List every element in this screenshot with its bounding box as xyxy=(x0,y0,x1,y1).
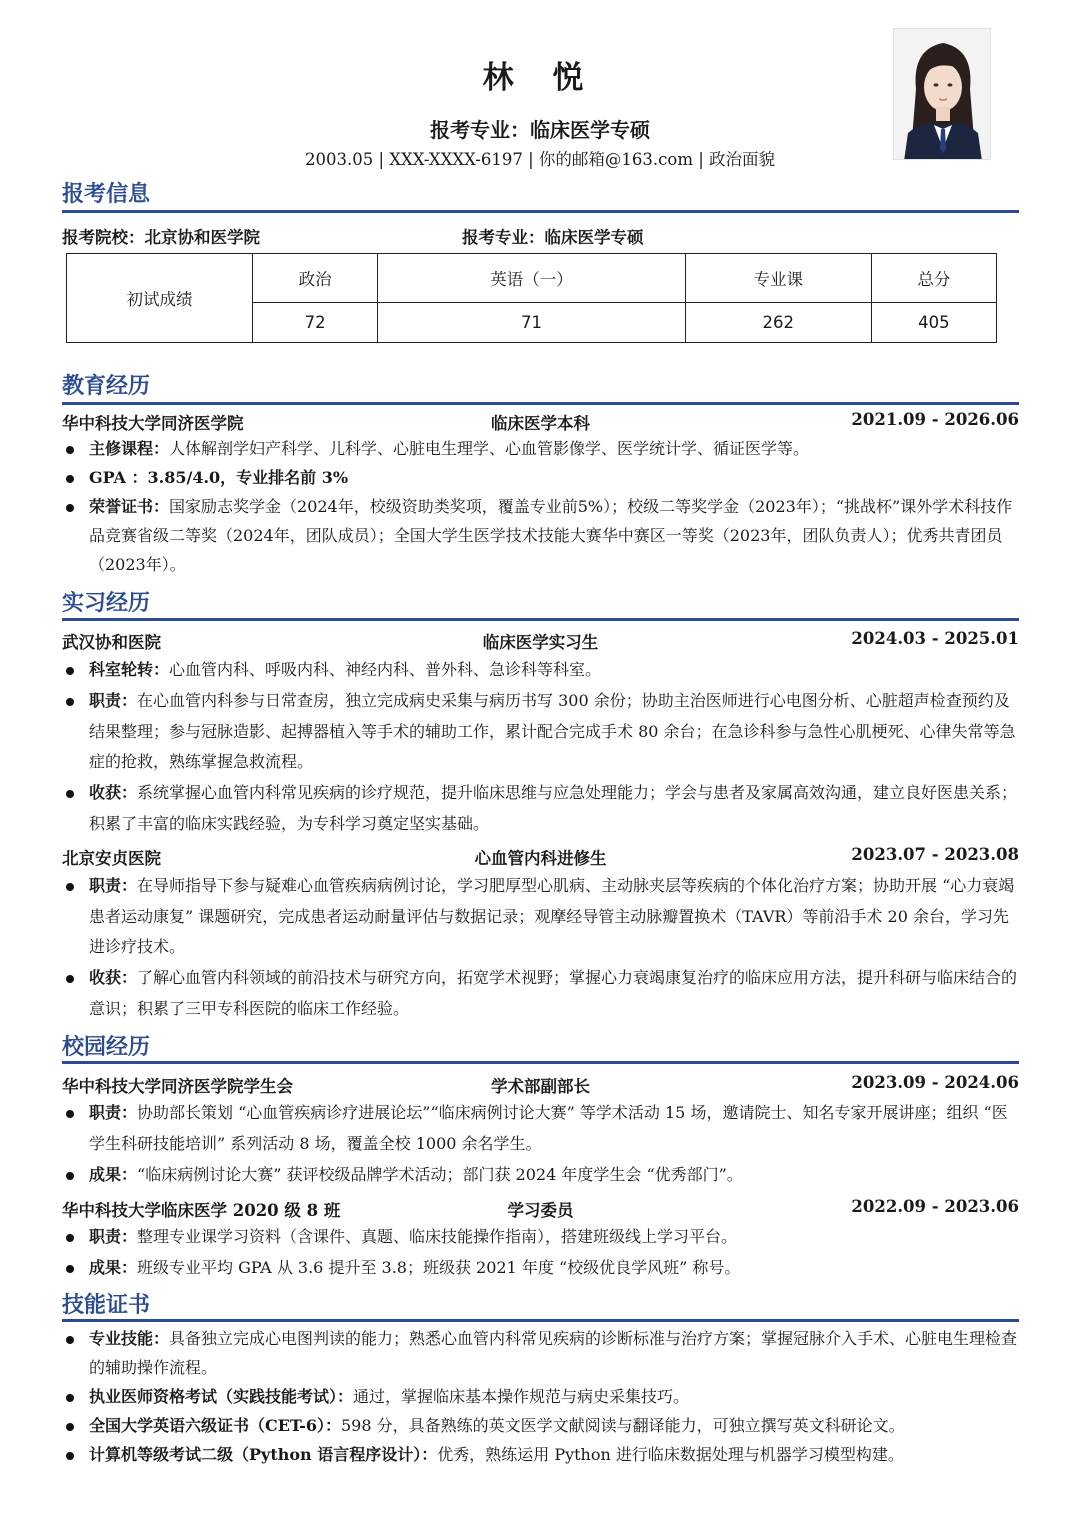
skills-bullet: 专业技能：具备独立完成心电图判读的能力；熟悉心血管内科常见疾病的诊断标准与治疗方案；掌握冠脉介入手术、心脏电生理检查的辅助操作流程。 xyxy=(62,1324,1019,1382)
score-col-header: 英语（一） xyxy=(378,254,686,303)
campus-role: 学习委员 xyxy=(507,1201,574,1220)
score-value: 262 xyxy=(685,303,871,343)
bullet-dot-icon xyxy=(66,504,74,512)
campus-period: 2022.09 - 2023.06 xyxy=(851,1197,1019,1216)
section-divider xyxy=(62,1061,1019,1064)
section-divider xyxy=(62,402,1019,405)
internship-bullet: 职责：在导师指导下参与疑难心血管疾病病例讨论，学习肥厚型心肌病、主动脉夹层等疾病的个体化治疗方案；协助开展 “心力衰竭患者运动康复” 课题研究，完成患者运动耐量评估与数据记录；观摩经导管主动脉瓣置换术（TAVR）等前沿手术 20 余台，学习先进诊疗技术。 xyxy=(62,871,1019,963)
section-title-education: 教育经历 xyxy=(62,374,151,399)
internship-bullet: 职责：在心血管内科参与日常查房，独立完成病史采集与病历书写 300 余份；协助主治医师进行心电图分析、心脏超声检查预约及结果整理；参与冠脉造影、起搏器植入等手术的辅助工作，累计配合完成手术 80 余台；在急诊科参与急性心肌梗死、心律失常等急症的抢救，熟练掌握急救流程。 xyxy=(62,686,1019,778)
internship-period: 2024.03 - 2025.01 xyxy=(851,629,1019,648)
section-divider xyxy=(62,618,1019,621)
campus-org: 华中科技大学临床医学 2020 级 8 班 xyxy=(62,1201,341,1220)
internship-role: 临床医学实习生 xyxy=(482,633,599,652)
bullet-dot-icon xyxy=(66,1452,74,1460)
internship-org: 北京安贞医院 xyxy=(62,849,161,868)
section-divider xyxy=(62,210,1019,213)
internship-bullet: 收获：了解心血管内科领域的前沿技术与研究方向，拓宽学术视野；掌握心力衰竭康复治疗的临床应用方法，提升科研与临床结合的意识；积累了三甲专科医院的临床工作经验。 xyxy=(62,963,1019,1024)
education-bullet: 主修课程：人体解剖学妇产科学、儿科学、心脏电生理学、心血管影像学、医学统计学、循证医学等。 xyxy=(62,434,1019,465)
bullet-dot-icon xyxy=(66,1265,74,1273)
score-value: 71 xyxy=(378,303,686,343)
campus-bullet: 职责：协助部长策划 “心血管疾病诊疗进展论坛”“临床病例讨论大赛” 等学术活动 15 场，邀请院士、知名专家开展讲座；组织 “医学生科研技能培训” 系列活动 8 场，覆盖全校 1000 余名学生。 xyxy=(62,1098,1019,1159)
bullet-dot-icon xyxy=(66,975,74,983)
section-title-internship: 实习经历 xyxy=(62,591,151,616)
education-bullet: 荣誉证书：国家励志奖学金（2024年，校级资助类奖项，覆盖专业前5%）；校级二等奖学金（2023年）；“挑战杯”课外学术科技作品竞赛省级二等奖（2024年，团队成员）；全国大学生医学技术技能大赛华中赛区一等奖（2023年，团队负责人）；优秀共青团员（2023年）。 xyxy=(62,492,1019,579)
score-table xyxy=(66,253,997,343)
bullet-dot-icon xyxy=(66,1423,74,1431)
bullet-dot-icon xyxy=(66,698,74,706)
campus-bullet: 职责：整理专业课学习资料（含课件、真题、临床技能操作指南），搭建班级线上学习平台。 xyxy=(62,1222,1019,1253)
score-col-header: 专业课 xyxy=(685,254,871,303)
internship-bullet: 科室轮转：心血管内科、呼吸内科、神经内科、普外科、急诊科等科室。 xyxy=(62,655,1019,686)
section-divider xyxy=(62,1319,1019,1322)
candidate-name: 林 悦 xyxy=(482,60,598,96)
bullet-dot-icon xyxy=(66,1110,74,1118)
score-col-header: 总分 xyxy=(871,254,996,303)
bullet-dot-icon xyxy=(66,790,74,798)
education-school: 华中科技大学同济医学院 xyxy=(62,414,244,433)
exam-major: 报考专业：临床医学专硕 xyxy=(462,228,644,247)
section-title-campus: 校园经历 xyxy=(62,1035,151,1060)
portrait-illustration xyxy=(894,29,991,160)
score-col-header: 政治 xyxy=(253,254,378,303)
bullet-dot-icon xyxy=(66,446,74,454)
bullet-dot-icon xyxy=(66,475,74,483)
education-period: 2021.09 - 2026.06 xyxy=(851,410,1019,429)
skills-bullet: 计算机等级考试二级（Python 语言程序设计）：优秀，熟练运用 Python 进行临床数据处理与机器学习模型构建。 xyxy=(62,1440,1019,1469)
internship-role: 心血管内科进修生 xyxy=(474,849,607,868)
education-bullet: GPA ：3.85/4.0，专业排名前 3% xyxy=(62,463,1019,494)
education-degree: 临床医学本科 xyxy=(491,414,590,433)
internship-bullet: 收获：系统掌握心血管内科常见疾病的诊疗规范，提升临床思维与应急处理能力；学会与患者及家属高效沟通，建立良好医患关系；积累了丰富的临床实践经验，为专科学习奠定坚实基础。 xyxy=(62,778,1019,839)
exam-school: 报考院校：北京协和医学院 xyxy=(62,228,260,247)
campus-bullet: 成果：“临床病例讨论大赛” 获评校级品牌学术活动；部门获 2024 年度学生会 “优秀部门”。 xyxy=(62,1160,1019,1191)
contact-info: 2003.05 | XXX-XXXX-6197 | 你的邮箱@163.com | 政治面貌 xyxy=(304,150,776,169)
campus-role: 学术部副部长 xyxy=(491,1077,590,1096)
skills-bullet: 全国大学英语六级证书（CET-6）：598 分，具备熟练的英文医学文献阅读与翻译能力，可独立撰写英文科研论文。 xyxy=(62,1411,1019,1440)
bullet-dot-icon xyxy=(66,667,74,675)
score-value: 405 xyxy=(871,303,996,343)
internship-period: 2023.07 - 2023.08 xyxy=(851,845,1019,864)
score-value: 72 xyxy=(253,303,378,343)
internship-org: 武汉协和医院 xyxy=(62,633,161,652)
bullet-dot-icon xyxy=(66,1234,74,1242)
bullet-dot-icon xyxy=(66,1172,74,1180)
campus-period: 2023.09 - 2024.06 xyxy=(851,1073,1019,1092)
bullet-dot-icon xyxy=(66,1336,74,1344)
score-row-label: 初试成绩 xyxy=(67,254,253,343)
section-title-exam: 报考信息 xyxy=(62,182,151,207)
bullet-dot-icon xyxy=(66,883,74,891)
skills-bullet: 执业医师资格考试（实践技能考试）：通过，掌握临床基本操作规范与病史采集技巧。 xyxy=(62,1382,1019,1411)
resume-header xyxy=(0,0,1080,180)
section-title-skills: 技能证书 xyxy=(62,1293,151,1318)
target-major: 报考专业：临床医学专硕 xyxy=(430,118,650,142)
campus-bullet: 成果：班级专业平均 GPA 从 3.6 提升至 3.8；班级获 2021 年度 “校级优良学风班” 称号。 xyxy=(62,1253,1019,1284)
bullet-dot-icon xyxy=(66,1394,74,1402)
profile-photo xyxy=(893,28,991,160)
campus-org: 华中科技大学同济医学院学生会 xyxy=(62,1077,293,1096)
